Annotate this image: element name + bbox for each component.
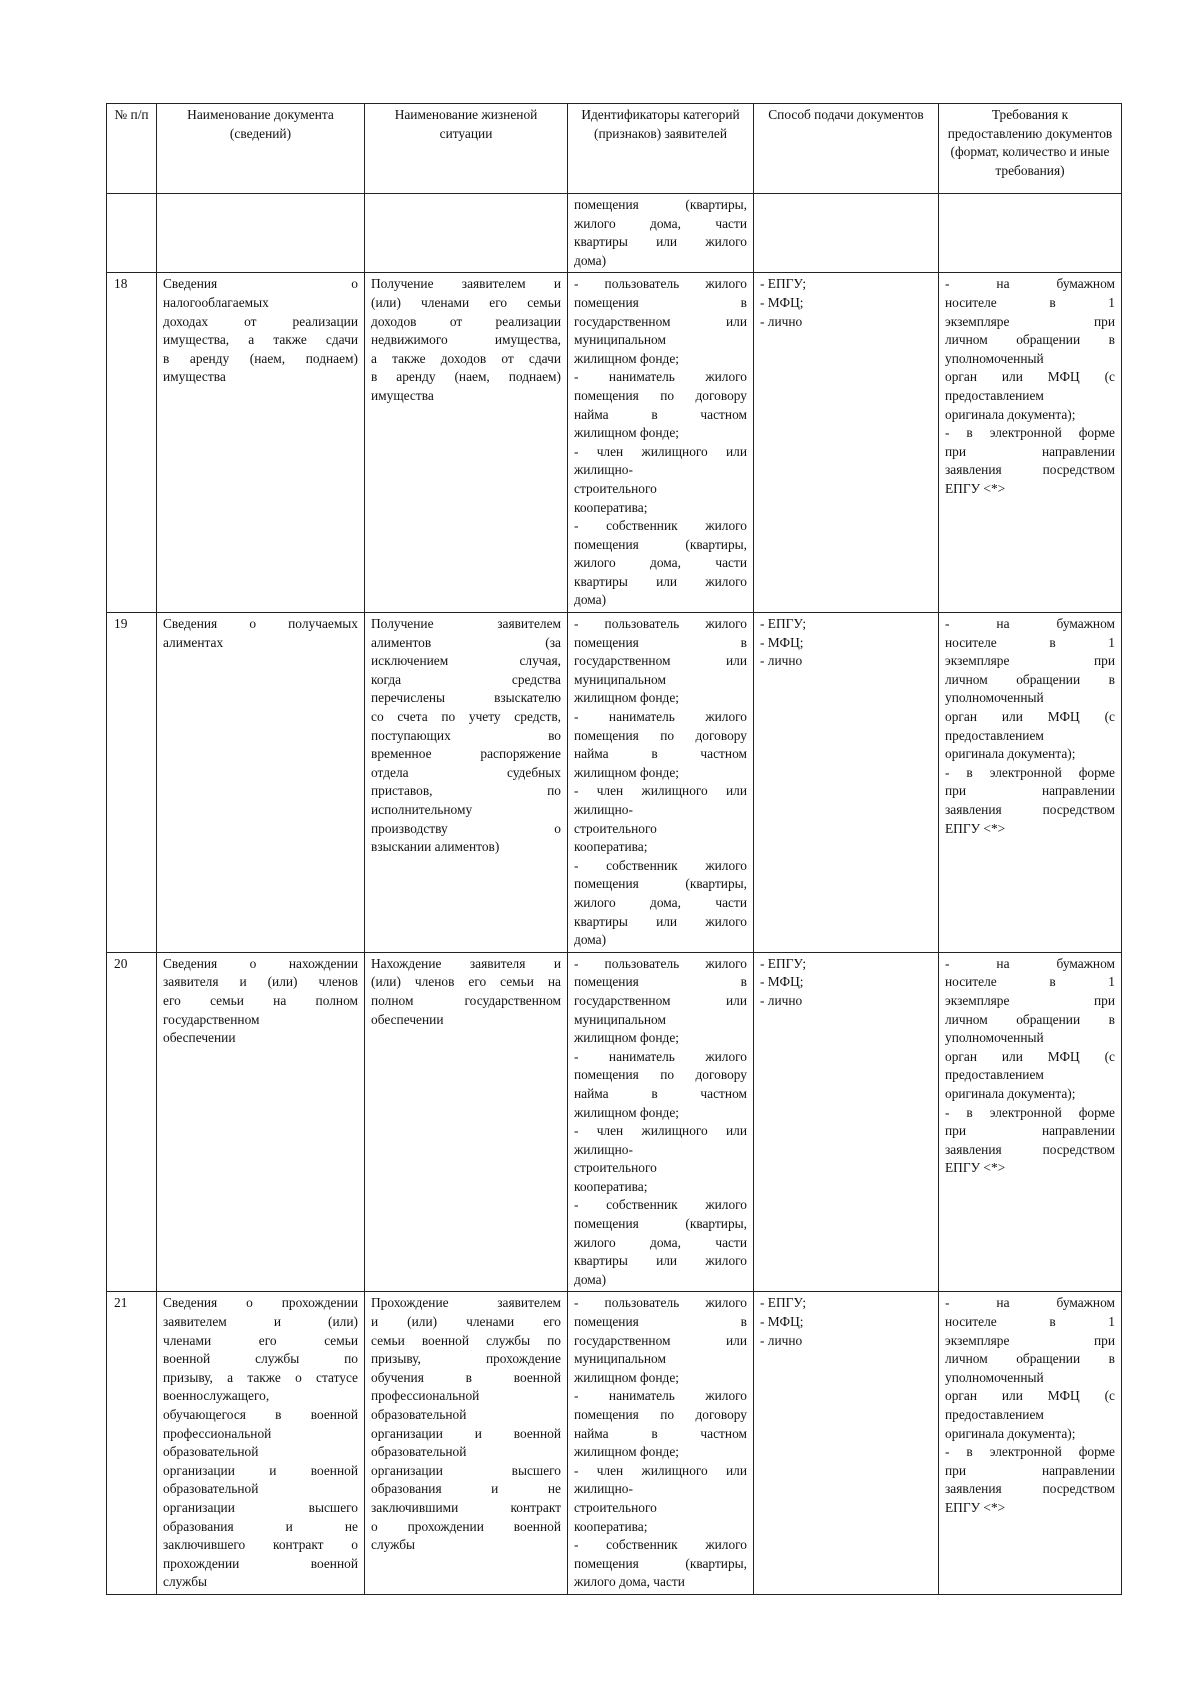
- cell-line: а также доходов от сдачи: [371, 350, 561, 366]
- cell-line: экземпляре при: [945, 653, 1115, 669]
- header-submission-method: Способ подачи документов: [754, 104, 939, 194]
- cell-line: недвижимого имущества,: [371, 332, 561, 348]
- cell-line: - на бумажном: [945, 276, 1115, 292]
- cell-line: в аренду (наем, поднаем): [163, 350, 358, 366]
- cell-line: ЕПГУ <*>: [945, 1499, 1006, 1515]
- cell-line: жилищном фонде;: [574, 1104, 680, 1120]
- cell-line: перечислены взыскателю: [371, 690, 561, 706]
- cell-line: членами его семьи: [163, 1332, 358, 1348]
- cell-line: помещения (квартиры,: [574, 1216, 747, 1232]
- cell-line: - ЕПГУ;: [760, 1295, 807, 1311]
- cell-line: профессиональной: [371, 1388, 480, 1404]
- cell-line: - собственник жилого: [574, 518, 747, 534]
- cell-line: - пользователь жилого: [574, 276, 747, 292]
- cell-line: помещения (квартиры,: [574, 197, 747, 212]
- cell-line: профессиональной: [163, 1425, 272, 1441]
- cell-line: приставов, по: [371, 783, 561, 799]
- table-cell: [157, 194, 365, 273]
- cell-line: заявителя и (или) членов: [163, 974, 358, 990]
- cell-line: уполномоченный: [945, 690, 1044, 706]
- cell-line: жилого дома, части: [574, 894, 747, 910]
- table-row: [107, 273, 1122, 613]
- cell-line: квартиры или жилого: [574, 234, 747, 250]
- table-row: [107, 952, 1122, 1292]
- cell-line: строительного: [574, 480, 657, 496]
- cell-line: Прохождение заявителем: [371, 1295, 561, 1311]
- cell-line: образовательной: [371, 1407, 467, 1422]
- cell-line: найма в частном: [574, 406, 747, 422]
- cell-line: - на бумажном: [945, 1295, 1115, 1311]
- cell-line: призыву, а также о статусе: [163, 1369, 358, 1385]
- cell-line: - ЕПГУ;: [760, 955, 807, 971]
- cell-line: жилого дома, части: [574, 555, 747, 571]
- cell-line: - собственник жилого: [574, 1197, 747, 1213]
- submission-method-cell: [754, 273, 939, 613]
- cell-line: государственном: [163, 1011, 260, 1027]
- cell-line: - член жилищного или: [574, 1462, 747, 1478]
- cell-line: образовательной: [163, 1481, 259, 1497]
- cell-line: - в электронной форме: [945, 425, 1115, 441]
- document-name-cell: [157, 1292, 365, 1595]
- cell-line: жилищно-: [574, 1481, 633, 1497]
- cell-line: Сведения о прохождении: [163, 1295, 358, 1311]
- cell-line: жилищно-: [574, 802, 633, 817]
- cell-line: помещения (квартиры,: [574, 876, 747, 892]
- header-number: № п/п: [107, 104, 157, 194]
- cell-line: жилищно-: [574, 1141, 633, 1157]
- cell-line: налогооблагаемых: [163, 294, 269, 310]
- applicant-categories-cell: [568, 613, 754, 953]
- cell-line: муниципальном: [574, 1011, 666, 1027]
- cell-line: найма в частном: [574, 746, 747, 762]
- cell-line: экземпляре при: [945, 992, 1115, 1008]
- cell-line: - МФЦ;: [760, 294, 804, 310]
- cell-line: - на бумажном: [945, 616, 1115, 632]
- cell-line: службы: [163, 1574, 208, 1590]
- cell-line: организации высшего: [371, 1462, 561, 1478]
- cell-line: - МФЦ;: [760, 634, 804, 650]
- cell-line: муниципальном: [574, 332, 666, 348]
- cell-line: орган или МФЦ (с: [945, 369, 1115, 385]
- cell-line: прохождении военной: [163, 1555, 358, 1571]
- table-row: [107, 1292, 1122, 1595]
- cell-line: отдела судебных: [371, 764, 561, 780]
- cell-line: со счета по учету средств,: [371, 709, 561, 725]
- applicant-categories-cell: [568, 952, 754, 1292]
- cell-line: - наниматель жилого: [574, 369, 747, 385]
- header-applicant-categories: Идентификаторы категорий (признаков) заявителей: [568, 104, 754, 194]
- cell-line: жилищно-: [574, 462, 633, 478]
- cell-line: военнослужащего,: [163, 1388, 270, 1404]
- row-number: 19: [107, 613, 157, 953]
- cell-line: найма в частном: [574, 1425, 747, 1441]
- cell-line: военной службы по: [163, 1351, 358, 1367]
- cell-line: - лично: [760, 313, 803, 329]
- cell-line: образовательной: [163, 1444, 259, 1460]
- cell-line: образования и не: [371, 1481, 561, 1497]
- cell-line: личном обращении в: [945, 1011, 1115, 1027]
- cell-line: помещения в: [574, 294, 747, 310]
- continuation-categories-cell: [568, 194, 754, 273]
- cell-line: дома): [574, 252, 607, 268]
- cell-line: государственном или: [574, 1332, 747, 1348]
- cell-line: при направлении: [945, 783, 1115, 799]
- cell-line: доходах от реализации: [163, 313, 358, 329]
- continuation-row: [107, 194, 1122, 273]
- cell-line: алиментов (за: [371, 634, 561, 650]
- cell-line: дома): [574, 932, 607, 948]
- cell-line: дома): [574, 1271, 607, 1287]
- cell-line: Сведения о получаемых: [163, 616, 358, 632]
- cell-line: организации и военной: [371, 1425, 561, 1441]
- cell-line: - в электронной форме: [945, 764, 1115, 780]
- cell-line: - наниматель жилого: [574, 709, 747, 725]
- cell-line: кооператива;: [574, 1178, 648, 1194]
- cell-line: обеспечении: [371, 1011, 444, 1027]
- cell-line: помещения (квартиры,: [574, 1555, 747, 1571]
- cell-line: экземпляре при: [945, 313, 1115, 329]
- cell-line: имущества: [371, 387, 434, 403]
- cell-line: помещения (квартиры,: [574, 536, 747, 552]
- cell-line: квартиры или жилого: [574, 573, 747, 589]
- cell-line: личном обращении в: [945, 332, 1115, 348]
- cell-line: Сведения о: [163, 276, 358, 292]
- cell-line: оригинала документа);: [945, 746, 1076, 762]
- cell-line: - в электронной форме: [945, 1444, 1115, 1460]
- cell-line: жилого дома, части: [574, 1234, 747, 1250]
- applicant-categories-cell: [568, 1292, 754, 1595]
- cell-line: образования и не: [163, 1518, 358, 1534]
- cell-line: квартиры или жилого: [574, 913, 747, 929]
- cell-line: заявления посредством: [945, 462, 1115, 478]
- cell-line: при направлении: [945, 443, 1115, 459]
- cell-line: и (или) членами его: [371, 1314, 561, 1330]
- cell-line: муниципальном: [574, 1351, 666, 1367]
- cell-line: исполнительному: [371, 802, 473, 817]
- applicant-categories-cell: [568, 273, 754, 613]
- cell-line: обучающегося в военной: [163, 1407, 358, 1422]
- requirements-cell: [939, 1292, 1122, 1595]
- cell-line: ЕПГУ <*>: [945, 480, 1006, 496]
- cell-line: - пользователь жилого: [574, 1295, 747, 1311]
- cell-line: (или) членов его семьи на: [371, 974, 561, 990]
- cell-line: призыву, прохождение: [371, 1351, 561, 1367]
- cell-line: - на бумажном: [945, 955, 1115, 971]
- cell-line: - собственник жилого: [574, 857, 747, 873]
- cell-line: обучения в военной: [371, 1369, 561, 1385]
- cell-line: заявления посредством: [945, 1481, 1115, 1497]
- cell-line: жилищном фонде;: [574, 690, 680, 706]
- cell-line: его семьи на полном: [163, 992, 358, 1008]
- cell-line: о прохождении военной: [371, 1518, 561, 1534]
- cell-line: в аренду (наем, поднаем): [371, 369, 561, 385]
- cell-line: носителе в 1: [945, 974, 1115, 990]
- cell-line: доходов от реализации: [371, 313, 561, 329]
- cell-line: оригинала документа);: [945, 1085, 1076, 1101]
- cell-line: Получение заявителем: [371, 616, 561, 632]
- cell-line: предоставлением: [945, 727, 1044, 743]
- cell-line: - лично: [760, 653, 803, 669]
- table-cell: [365, 194, 568, 273]
- header-document-name: Наименование документа (сведений): [157, 104, 365, 194]
- requirements-cell: [939, 613, 1122, 953]
- submission-method-cell: [754, 613, 939, 953]
- table-header-row: [107, 104, 1122, 194]
- cell-line: жилищном фонде;: [574, 350, 680, 366]
- cell-line: имущества, а также сдачи: [163, 332, 358, 348]
- cell-line: - лично: [760, 992, 803, 1008]
- cell-line: помещения по договору: [574, 387, 747, 403]
- cell-line: помещения по договору: [574, 1067, 747, 1083]
- cell-line: оригинала документа);: [945, 1425, 1076, 1441]
- cell-line: орган или МФЦ (с: [945, 1048, 1115, 1064]
- cell-line: (или) членами его семьи: [371, 294, 561, 310]
- cell-line: строительного: [574, 1499, 657, 1515]
- life-situation-cell: [365, 1292, 568, 1595]
- cell-line: строительного: [574, 820, 657, 836]
- cell-line: уполномоченный: [945, 350, 1044, 366]
- cell-line: - МФЦ;: [760, 974, 804, 990]
- cell-line: строительного: [574, 1160, 657, 1176]
- cell-line: полном государственном: [371, 992, 561, 1008]
- cell-line: орган или МФЦ (с: [945, 709, 1115, 725]
- cell-line: - лично: [760, 1332, 803, 1348]
- cell-line: жилищном фонде;: [574, 1030, 680, 1046]
- cell-line: уполномоченный: [945, 1369, 1044, 1385]
- cell-line: - в электронной форме: [945, 1104, 1115, 1120]
- table-cell: [939, 194, 1122, 273]
- cell-line: - собственник жилого: [574, 1537, 747, 1553]
- cell-line: семьи военной службы по: [371, 1332, 561, 1348]
- cell-line: помещения по договору: [574, 727, 747, 743]
- cell-line: заявителем и (или): [163, 1314, 358, 1330]
- cell-line: организации и военной: [163, 1462, 358, 1478]
- cell-line: при направлении: [945, 1462, 1115, 1478]
- cell-line: Нахождение заявителя и: [371, 955, 561, 971]
- submission-method-cell: [754, 952, 939, 1292]
- cell-line: жилого дома, части: [574, 215, 747, 231]
- document-name-cell: [157, 273, 365, 613]
- cell-line: кооператива;: [574, 499, 648, 515]
- cell-line: жилищном фонде;: [574, 1369, 680, 1385]
- cell-line: производству о: [371, 820, 561, 836]
- table-cell: [107, 194, 157, 273]
- cell-line: помещения в: [574, 974, 747, 990]
- table-row: [107, 613, 1122, 953]
- cell-line: - член жилищного или: [574, 443, 747, 459]
- cell-line: службы: [371, 1537, 416, 1553]
- cell-line: предоставлением: [945, 1407, 1044, 1422]
- cell-line: - наниматель жилого: [574, 1388, 747, 1404]
- cell-line: предоставлением: [945, 387, 1044, 403]
- cell-line: муниципальном: [574, 671, 666, 687]
- cell-line: имущества: [163, 369, 226, 385]
- cell-line: когда средства: [371, 671, 561, 687]
- row-number: 20: [107, 952, 157, 1292]
- cell-line: носителе в 1: [945, 634, 1115, 650]
- cell-line: Получение заявителем и: [371, 276, 561, 292]
- cell-line: Сведения о нахождении: [163, 955, 358, 971]
- cell-line: помещения в: [574, 1314, 747, 1330]
- life-situation-cell: [365, 952, 568, 1292]
- row-number: 18: [107, 273, 157, 613]
- cell-line: организации высшего: [163, 1499, 358, 1515]
- requirements-cell: [939, 952, 1122, 1292]
- cell-line: временное распоряжение: [371, 746, 561, 762]
- cell-line: образовательной: [371, 1444, 467, 1460]
- header-requirements: Требования к предоставлению документов (формат, количество и иные требования): [939, 104, 1122, 194]
- submission-method-cell: [754, 1292, 939, 1595]
- cell-line: квартиры или жилого: [574, 1253, 747, 1269]
- cell-line: орган или МФЦ (с: [945, 1388, 1115, 1404]
- cell-line: при направлении: [945, 1123, 1115, 1139]
- cell-line: жилищном фонде;: [574, 764, 680, 780]
- cell-line: государственном или: [574, 992, 747, 1008]
- cell-line: взыскании алиментов): [371, 839, 500, 855]
- cell-line: заключившего контракт о: [163, 1537, 358, 1553]
- life-situation-cell: [365, 273, 568, 613]
- requirements-cell: [939, 273, 1122, 613]
- cell-line: - пользователь жилого: [574, 616, 747, 632]
- cell-line: - член жилищного или: [574, 1123, 747, 1139]
- cell-line: предоставлением: [945, 1067, 1044, 1083]
- cell-line: помещения по договору: [574, 1407, 747, 1422]
- cell-line: дома): [574, 592, 607, 608]
- cell-line: ЕПГУ <*>: [945, 1160, 1006, 1176]
- cell-line: государственном или: [574, 313, 747, 329]
- cell-line: уполномоченный: [945, 1030, 1044, 1046]
- cell-line: заявления посредством: [945, 1141, 1115, 1157]
- row-number: 21: [107, 1292, 157, 1595]
- cell-line: обеспечении: [163, 1030, 236, 1046]
- cell-line: - ЕПГУ;: [760, 276, 807, 292]
- document-name-cell: [157, 613, 365, 953]
- header-life-situation: Наименование жизненой ситуации: [365, 104, 568, 194]
- cell-line: заявления посредством: [945, 802, 1115, 817]
- cell-line: исключением случая,: [371, 653, 561, 669]
- cell-line: жилищном фонде;: [574, 425, 680, 441]
- cell-line: жилого дома, части: [574, 1574, 685, 1590]
- cell-line: заключившими контракт: [371, 1499, 561, 1515]
- cell-line: носителе в 1: [945, 294, 1115, 310]
- table-cell: [754, 194, 939, 273]
- cell-line: - наниматель жилого: [574, 1048, 747, 1064]
- cell-line: - член жилищного или: [574, 783, 747, 799]
- cell-line: личном обращении в: [945, 671, 1115, 687]
- cell-line: экземпляре при: [945, 1332, 1115, 1348]
- cell-line: кооператива;: [574, 1518, 648, 1534]
- cell-line: - пользователь жилого: [574, 955, 747, 971]
- document-name-cell: [157, 952, 365, 1292]
- cell-line: государственном или: [574, 653, 747, 669]
- life-situation-cell: [365, 613, 568, 953]
- cell-line: носителе в 1: [945, 1314, 1115, 1330]
- cell-line: ЕПГУ <*>: [945, 820, 1006, 836]
- cell-line: - ЕПГУ;: [760, 616, 807, 632]
- cell-line: - МФЦ;: [760, 1314, 804, 1330]
- cell-line: помещения в: [574, 634, 747, 650]
- cell-line: личном обращении в: [945, 1351, 1115, 1367]
- cell-line: алиментах: [163, 634, 224, 650]
- cell-line: кооператива;: [574, 839, 648, 855]
- cell-line: оригинала документа);: [945, 406, 1076, 422]
- cell-line: жилищном фонде;: [574, 1444, 680, 1460]
- cell-line: поступающих во: [371, 727, 561, 743]
- documents-table: [106, 103, 1122, 1595]
- cell-line: найма в частном: [574, 1085, 747, 1101]
